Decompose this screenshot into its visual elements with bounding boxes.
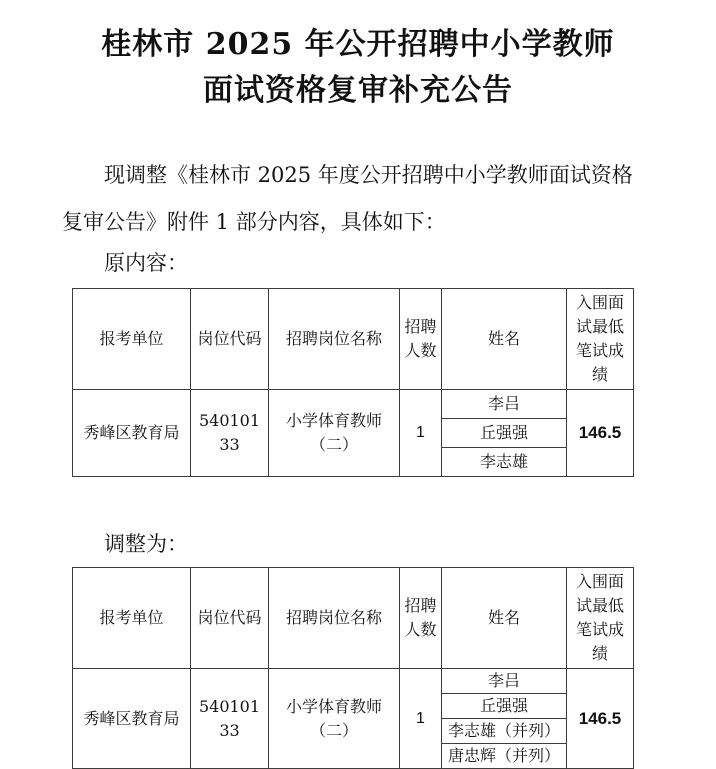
candidate-name-cell: 李吕 (442, 669, 567, 694)
adjusted-content-label: 调整为： (104, 532, 188, 556)
header-name: 姓名 (442, 568, 567, 669)
unit-cell: 秀峰区教育局 (73, 390, 191, 477)
post-name-cell: 小学体育教师（二） (269, 390, 400, 477)
recruit-count-cell: 1 (400, 669, 442, 769)
post-name-cell: 小学体育教师（二） (269, 669, 400, 769)
candidate-name-cell: 李志雄 (442, 448, 567, 477)
min-score-cell: 146.5 (567, 390, 634, 477)
header-min-score: 入围面试最低笔试成绩 (567, 568, 634, 669)
page-title (0, 22, 716, 114)
post-code-cell: 54010133 (191, 669, 269, 769)
intro-paragraph (62, 152, 658, 246)
post-code-cell: 54010133 (191, 390, 269, 477)
header-name: 姓名 (442, 289, 567, 390)
header-unit: 报考单位 (73, 289, 191, 390)
header-min-score: 入围面试最低笔试成绩 (567, 289, 634, 390)
header-unit: 报考单位 (73, 568, 191, 669)
candidate-name-cell: 李吕 (442, 390, 567, 419)
intro-paragraph-line-1: 现调整《桂林市 2025 年度公开招聘中小学教师面试资格 (104, 163, 633, 187)
candidate-name-cell: 唐忠辉（并列） (442, 744, 567, 769)
header-post-code: 岗位代码 (191, 568, 269, 669)
candidate-name-cell: 丘强强 (442, 419, 567, 448)
unit-cell: 秀峰区教育局 (73, 669, 191, 769)
page-title-line-2: 面试资格复审补充公告 (203, 73, 513, 108)
table-header-row (73, 289, 634, 390)
header-recruit-count: 招聘人数 (400, 568, 442, 669)
table-row (73, 390, 634, 419)
original-content-table (72, 288, 634, 477)
original-content-label: 原内容： (104, 251, 188, 275)
adjusted-content-table (72, 567, 634, 769)
header-post-name: 招聘岗位名称 (269, 289, 400, 390)
candidate-name-cell: 李志雄（并列） (442, 719, 567, 744)
header-post-name: 招聘岗位名称 (269, 568, 400, 669)
table-header-row (73, 568, 634, 669)
table-row (73, 669, 634, 694)
min-score-cell: 146.5 (567, 669, 634, 769)
header-post-code: 岗位代码 (191, 289, 269, 390)
page-title-line-1: 桂林市 2025 年公开招聘中小学教师 (101, 27, 615, 62)
candidate-name-cell: 丘强强 (442, 694, 567, 719)
recruit-count-cell: 1 (400, 390, 442, 477)
intro-paragraph-line-2: 复审公告》附件 1 部分内容，具体如下： (62, 210, 446, 234)
header-recruit-count: 招聘人数 (400, 289, 442, 390)
